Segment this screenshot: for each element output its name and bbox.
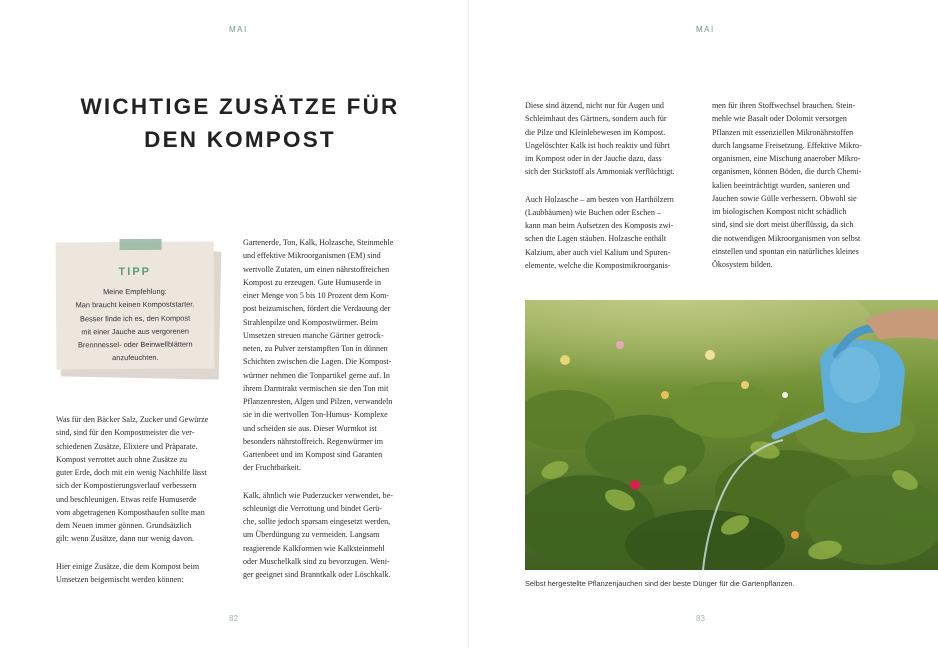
text-line: Jauchen sowie Gülle verbessern. Obwohl sie <box>712 193 857 203</box>
right-column-2 <box>712 99 912 271</box>
text-line: sich der Stickstoff als Ammoniak verflüchtigt. <box>525 167 675 177</box>
paragraph <box>243 489 443 582</box>
tipp-line: Meine Empfehlung: <box>103 286 167 297</box>
text-line: sind, sind für den Kompostmeister die ver- <box>56 428 195 438</box>
text-line: Diese sind ätzend, nicht nur für Augen und <box>525 101 664 110</box>
paragraph <box>712 99 912 271</box>
text-line: sie in die wertvollen Ton-Humus- Komplexe <box>243 410 388 420</box>
tipp-line: Besser finde ich es, den Kompost <box>79 313 191 323</box>
text-line: Schichten zwischen die Lagen. Die Kompost- <box>243 357 392 367</box>
text-line: vom abgetragenen Komposthaufen sollte man <box>56 507 205 517</box>
text-line: Pflanzen mit essenziellen Mikronährstoffen <box>712 127 854 137</box>
text-line: Was für den Bäcker Salz, Zucker und Gewürze <box>56 415 209 424</box>
text-line: che, sollte jedoch sparsam eingesetzt werden, <box>243 517 391 526</box>
text-line: im biologischen Kompost nicht schädlich <box>712 207 847 216</box>
text-line: schiedenen Zusätze, Elixiere und Präparate. <box>56 441 198 451</box>
text-line: mehle wie Basalt oder Dolomit versorgen <box>712 114 847 124</box>
text-line: und effektive Mikroorganismen (EM) sind <box>243 251 381 261</box>
text-line: gilt: wenn Zusätze, dann nur wenig davon. <box>56 534 195 544</box>
text-line: (Laubbäumen) wie Buchen oder Eschen – <box>525 207 661 217</box>
text-line: Schleimhaut des Gärtners, sondern auch für <box>525 114 667 124</box>
text-line: schen die Lagen stäuben. Holzasche enthält <box>525 234 667 244</box>
text-line: sind, sind sie dort meist überflüssig, da sich <box>712 220 854 230</box>
tipp-box <box>56 238 218 374</box>
text-line: würmer nehmen die Tonpartikel gerne auf. In <box>243 370 390 380</box>
watering-can-photo-illustration <box>525 300 938 570</box>
text-line: kalien beeinträchtigt wurden, sanieren und <box>712 180 850 190</box>
garden-photo <box>525 300 938 570</box>
text-line: Gartenerde, Ton, Kalk, Holzasche, Steinmehle <box>243 238 394 247</box>
page-number-right: 83 <box>696 614 705 623</box>
text-line: der Fruchtbarkeit. <box>243 463 301 473</box>
right-page <box>469 0 938 648</box>
tipp-text <box>62 284 209 365</box>
text-line: Auch Holzasche – am besten von Harthölzern <box>525 194 674 204</box>
text-line: durch langsame Freisetzung. Effektive Mikro- <box>712 140 862 150</box>
text-line: ger geeignet sind Branntkalk oder Löschkalk. <box>243 570 391 579</box>
text-line: Kalzium, aber auch viel Kalium und Spuren- <box>525 247 671 257</box>
paragraph <box>56 413 256 546</box>
tipp-line: mit einer Jauche aus vergorenen <box>81 326 190 337</box>
text-line: organismen, können Böden, die durch Chemi- <box>712 167 862 177</box>
text-line: neten, zu Pulver zerstampften Ton in dünnen <box>243 344 388 353</box>
text-line: guter Erde, doch mit ein wenig Nachhilfe lässt <box>56 468 207 477</box>
text-line: Pflanzenresten, Algen und Pilzen, verwandeln <box>243 397 393 406</box>
chapter-title <box>60 90 420 156</box>
paragraph <box>243 236 443 475</box>
text-line: Umsetzen streuen manche Gärtner getrock- <box>243 330 384 340</box>
tipp-line: anzufeuchten. <box>112 353 159 363</box>
tape-strip <box>120 239 162 250</box>
text-line: die notwendigen Mikroorganismen von selbst <box>712 233 861 243</box>
text-line: ihrem Darmtrakt vermischen sie den Ton mit <box>243 383 389 393</box>
title-line-1: WICHTIGE ZUSÄTZE FÜR <box>80 94 400 119</box>
text-line: men für ihren Stoffwechsel brauchen. Stein- <box>712 101 856 110</box>
text-line: Kompost zu erzeugen. Gute Humuserde in <box>243 277 382 287</box>
text-line: organismen, eine Mischung anaerober Mikro- <box>712 154 861 163</box>
page-number-left: 82 <box>229 614 238 623</box>
paragraph <box>56 560 256 587</box>
left-column-1 <box>56 413 256 586</box>
text-line: einer Menge von 5 bis 10 Prozent dem Kom- <box>243 291 390 300</box>
text-line: oder Muschelkalk sind zu bevorzugen. Weni- <box>243 556 390 566</box>
text-line: kann man beim Aufsetzen des Komposts zwi- <box>525 221 674 230</box>
text-line: schleunigt die Verrottung und bindet Gerü- <box>243 503 382 513</box>
text-line: Strahlenpilze und Kompostwürmer. Beim <box>243 317 378 327</box>
title-line-2: DEN KOMPOST <box>144 127 336 152</box>
text-line: einstellen und spontan ein natürliches kleines <box>712 246 859 256</box>
text-line: im Kompost oder in der Jauche dazu, dass <box>525 154 662 163</box>
tipp-line: Brennnessel- oder Beinwellblättern <box>77 339 193 350</box>
text-line: um Überdüngung zu vermeiden. Langsam <box>243 530 380 540</box>
text-line: besonders nährstoffreich. Regenwürmer im <box>243 436 384 446</box>
left-column-2 <box>243 236 443 581</box>
tipp-line: Man braucht keinen Kompoststarter. <box>75 299 195 310</box>
text-line: dem Neuen immer gönnen. Grundsätzlich <box>56 521 192 530</box>
paragraph <box>525 99 725 179</box>
paragraph <box>525 193 725 273</box>
text-line: Umsetzen beigemischt werden können: <box>56 574 184 584</box>
text-line: Ökosystem bilden. <box>712 260 773 269</box>
right-column-1 <box>525 99 725 272</box>
text-line: Kompost verrottet auch ohne Zusätze zu <box>56 454 188 464</box>
text-line: post beizumischen, fördert die Verdauung der <box>243 304 391 314</box>
photo-caption: Selbst hergestellte Pflanzenjauchen sind der beste Dünger für die Gartenpflanzen. <box>525 579 795 588</box>
text-line: sich der Kompostierungsverlauf verbessern <box>56 481 197 491</box>
text-line: reagierende Kalkformen wie Kalksteinmehl <box>243 543 385 553</box>
text-line: wertvolle Zutaten, um einen nährstoffreichen <box>243 264 390 274</box>
tipp-card <box>56 241 215 369</box>
text-line: Gartenbeet und im Kompost sind Garanten <box>243 450 383 459</box>
text-line: Hier einige Zusätze, die dem Kompost beim <box>56 561 200 571</box>
running-head-right: MAI <box>696 25 715 34</box>
text-line: elemente, welche die Kompostmikroorganis- <box>525 260 671 270</box>
text-line: Ungelöschter Kalk ist hoch reaktiv und führt <box>525 140 670 150</box>
text-line: und scheiden sie aus. Dieser Wurmkot ist <box>243 423 377 433</box>
tipp-heading: TIPP <box>118 265 152 279</box>
text-line: die Pilze und Kleinlebewesen im Kompost. <box>525 127 666 137</box>
running-head-left: MAI <box>229 25 248 34</box>
text-line: und beschleunigen. Etwas reife Humuserde <box>56 494 197 504</box>
text-line: Kalk, ähnlich wie Puderzucker verwendet, be- <box>243 490 393 500</box>
